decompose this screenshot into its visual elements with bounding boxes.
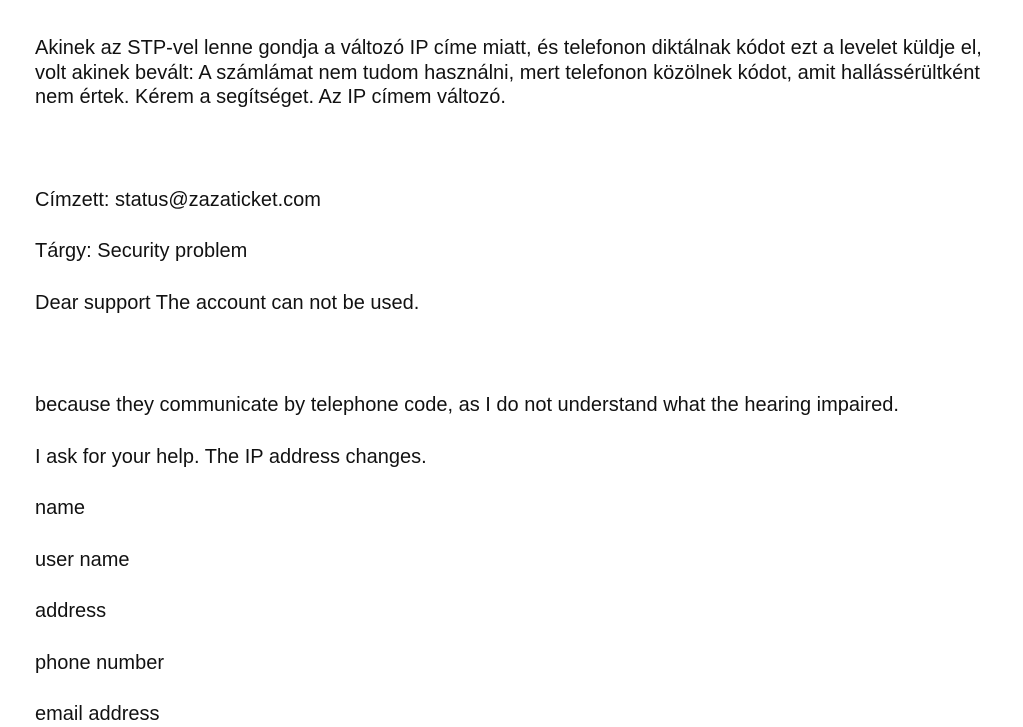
- body-line: because they communicate by telephone code, as I do not understand what the hearing impaired.: [35, 394, 899, 416]
- field-name: name: [35, 497, 86, 519]
- field-email-address: email address: [35, 703, 160, 725]
- greeting-line: Dear support The account can not be used.: [35, 291, 420, 314]
- field-user-name: user name: [35, 548, 130, 571]
- document-body: [35, 36, 995, 727]
- field-address: address: [35, 600, 107, 622]
- field-phone-number: phone number: [35, 651, 164, 674]
- recipient-line: Címzett: status@zazaticket.com: [35, 188, 321, 211]
- body-line: I ask for your help. The IP address changes.: [35, 445, 427, 468]
- subject-line: Tárgy: Security problem: [35, 240, 248, 262]
- intro-paragraph: Akinek az STP-vel lenne gondja a változó IP címe miatt, és telefonon diktálnak kódot ezt a levelet küldje el, volt akinek bevált: A számlámat nem tudom használni, mert telefonon közölnek kódot, amit hallássérültként nem értek. Kérem a segítséget. Az IP címem változó.: [35, 37, 982, 108]
